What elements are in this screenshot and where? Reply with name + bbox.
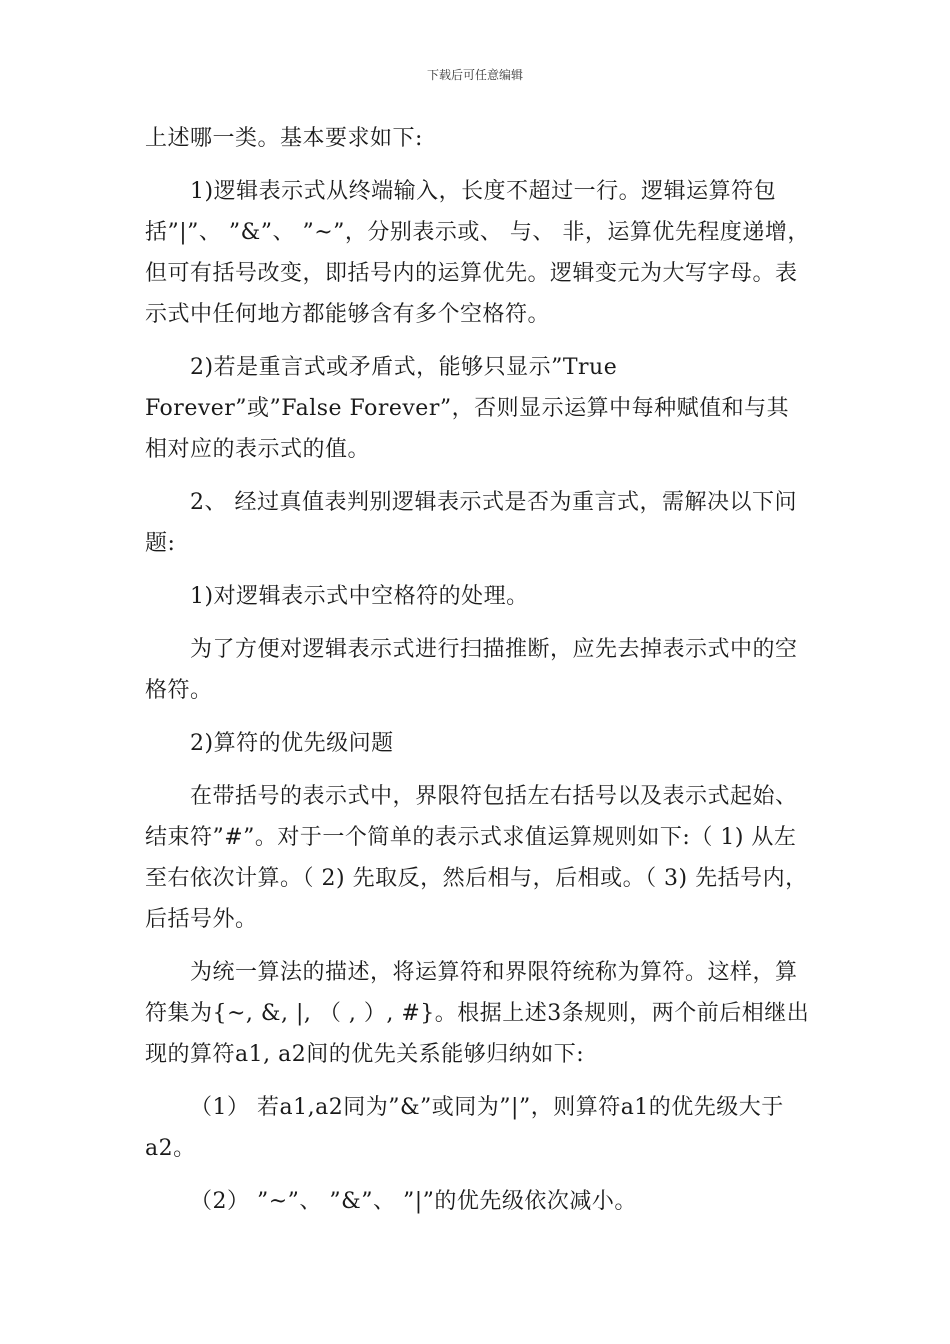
paragraph-3: 2)若是重言式或矛盾式，能够只显示”True Forever”或”False Forever”，否则显示运算中每种赋值和与其相对应的表示式的值。 — [145, 355, 790, 462]
paragraph-9: 为统一算法的描述，将运算符和界限符统称为算符。这样，算符集为{~, &, |, （ , ）, #}。根据上述3条规则，两个前后相继出现的算符a1, a2间的优先关系能够归纳如下: — [145, 960, 810, 1067]
paragraph-11: （2） ”~”、 ”&”、 ”|”的优先级依次减小。 — [190, 1189, 637, 1214]
paragraph-6: 为了方便对逻辑表示式进行扫描推断，应先去掉表示式中的空格符。 — [145, 637, 798, 703]
paragraph-5: 1)对逻辑表示式中空格符的处理。 — [190, 584, 529, 609]
page-header: 下载后可任意编辑 — [426, 68, 523, 82]
paragraph-1: 上述哪一类。基本要求如下: — [145, 126, 423, 151]
paragraph-8: 在带括号的表示式中，界限符包括左右括号以及表示式起始、 结束符”#”。对于一个简单的表示式求值运算规则如下:（ 1) 从左至右依次计算。（ 2) 先取反，然后相与，后相或。（ 3) 先括号内，后括号外。 — [145, 784, 808, 932]
paragraph-2: 1)逻辑表示式从终端输入，长度不超过一行。逻辑运算符包括”|”、 ”&”、 ”~”，分别表示或、 与、 非，运算优先程度递增，但可有括号改变，即括号内的运算优先。逻辑变元为大写字母。表示式中任何地方都能够含有多个空格符。 — [145, 179, 810, 327]
paragraph-10: （1） 若a1,a2同为”&”或同为”|”，则算符a1的优先级大于a2。 — [145, 1095, 784, 1161]
paragraph-7: 2)算符的优先级问题 — [190, 731, 394, 756]
document-body — [145, 118, 810, 1234]
paragraph-4: 2、 经过真值表判别逻辑表示式是否为重言式，需解决以下问题: — [145, 490, 797, 556]
